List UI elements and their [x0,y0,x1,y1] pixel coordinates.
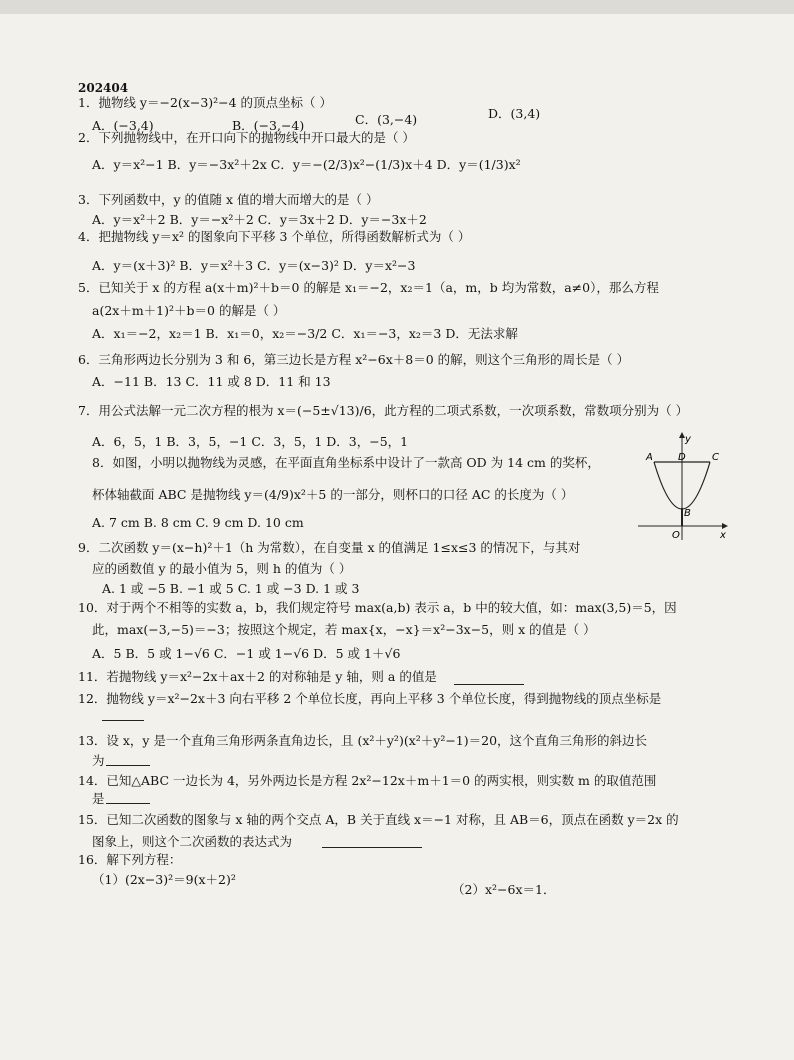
answer-blank-q11[interactable] [454,672,524,685]
question-line-q1-opts-c: C．(3,−4) [355,112,418,127]
label-a: A [646,452,653,463]
question-line-q3-opts: A．y＝x²＋2 B．y＝−x²＋2 C．y＝3x＋2 D．y＝−3x＋2 [92,212,427,227]
question-line-q16-1: （1）(2x−3)²＝9(x＋2)² [92,872,236,887]
question-line-q8-b: 杯体轴截面 ABC 是抛物线 y＝(4/9)x²＋5 的一部分，则杯口的口径 AC 的长度为（ ） [92,487,574,502]
question-line-q16: 16．解下列方程： [78,852,182,867]
question-line-q13-b: 为 [92,753,105,768]
question-line-q8-opts: A. 7 cm B. 8 cm C. 9 cm D. 10 cm [92,515,304,530]
question-line-q13: 13．设 x，y 是一个直角三角形两条直角边长，且 (x²＋y²)(x²＋y²−1)＝20，这个直角三角形的斜边长 [78,733,648,748]
question-line-q5: 5．已知关于 x 的方程 a(x＋m)²＋b＝0 的解是 x₁＝−2，x₂＝1（a，m，b 均为常数，a≠0），那么方程 [78,280,659,295]
question-line-q14-b: 是 [92,791,105,806]
question-line-q1-opts-a: A．(−3,4) [92,118,154,133]
label-b: B [684,508,691,519]
question-line-q9: 9．二次函数 y＝(x−h)²＋1（h 为常数），在自变量 x 的值满足 1≤x≤3 的情况下，与其对 [78,540,581,555]
question-line-q9-opts: A. 1 或 −5 B. −1 或 5 C. 1 或 −3 D. 1 或 3 [102,581,360,596]
answer-blank-q15[interactable] [322,835,422,848]
question-line-q10-b: 此，max(−3,−5)＝−3；按照这个规定，若 max{x，−x}＝x²−3x−5，则 x 的值是（ ） [92,622,596,637]
question-line-q2: 2．下列抛物线中，在开口向下的抛物线中开口最大的是（ ） [78,130,415,145]
x-axis-arrow [722,523,728,529]
question-line-q12: 12．抛物线 y＝x²−2x＋3 向右平移 2 个单位长度，再向上平移 3 个单位长度，得到抛物线的顶点坐标是 [78,691,662,706]
question-line-q4-opts: A．y＝(x＋3)² B．y＝x²＋3 C．y＝(x−3)² D．y＝x²−3 [92,258,416,273]
question-line-q14: 14．已知△ABC 一边长为 4，另外两边长是方程 2x²−12x＋m＋1＝0 的两实根，则实数 m 的取值范围 [78,773,657,788]
question-line-q1-opts-d: D．(3,4) [488,106,541,121]
label-d: D [678,452,686,463]
question-line-q2-opts: A．y＝x²−1 B．y＝−3x²＋2x C．y＝−(2/3)x²−(1/3)x＋4 D．y＝(1/3)x² [92,157,521,172]
question-line-q16-2: （2）x²−6x＝1． [452,882,556,897]
question-line-q4: 4．把抛物线 y＝x² 的图象向下平移 3 个单位，所得函数解析式为（ ） [78,229,471,244]
question-line-q1: 1．抛物线 y＝−2(x−3)²−4 的顶点坐标（ ） [78,95,333,110]
answer-blank-q13[interactable] [106,753,150,766]
question-line-q6: 6．三角形两边长分别为 3 和 6，第三边长是方程 x²−6x＋8＝0 的解，则这个三角形的周长是（ ） [78,352,630,367]
question-line-q15: 15．已知二次函数的图象与 x 轴的两个交点 A，B 关于直线 x＝−1 对称，且 AB＝6，顶点在函数 y＝2x 的 [78,812,679,827]
label-o: O [672,530,680,541]
question-line-q5-opts: A．x₁＝−2，x₂＝1 B．x₁＝0，x₂＝−3/2 C．x₁＝−3，x₂＝3 D．无法求解 [92,326,518,341]
question-line-q7: 7．用公式法解一元二次方程的根为 x＝(−5±√13)/6，此方程的二项式系数，一次项系数，常数项分别为（ ） [78,403,689,418]
question-line-q9-b: 应的函数值 y 的最小值为 5，则 h 的值为（ ） [92,561,352,576]
label-c: C [712,452,719,463]
header-code: 202404 [78,81,129,95]
question-line-q6-opts: A．−11 B．13 C．11 或 8 D．11 和 13 [92,374,331,389]
question-line-q15-b: 图象上，则这个二次函数的表达式为 [92,834,293,849]
label-y: y [685,434,691,445]
answer-blank-q12[interactable] [102,708,144,721]
question-line-q10-opts: A．5 B．5 或 1−√6 C．−1 或 1−√6 D．5 或 1＋√6 [92,646,401,661]
question-line-q7-opts: A．6，5，1 B．3，5，−1 C．3，5，1 D．3，−5，1 [92,434,409,449]
question-line-q11: 11．若抛物线 y＝x²−2x＋ax＋2 的对称轴是 y 轴，则 a 的值是 [78,669,437,684]
question-line-q3: 3．下列函数中，y 的值随 x 值的增大而增大的是（ ） [78,192,379,207]
answer-blank-q14[interactable] [106,791,150,804]
label-x: x [720,530,726,541]
question-line-q5-b: a(2x＋m＋1)²＋b＝0 的解是（ ） [92,303,286,318]
question-line-q10: 10．对于两个不相等的实数 a，b，我们规定符号 max(a,b) 表示 a，b 中的较大值，如：max(3,5)＝5，因 [78,600,677,615]
scan-edge [0,0,794,14]
question-line-q1-opts-b: B．(−3,−4) [232,118,305,133]
question-line-q8: 8．如图，小明以抛物线为灵感，在平面直角坐标系中设计了一款高 OD 为 14 cm 的奖杯， [92,455,600,470]
trophy-parabola-figure [630,430,730,545]
